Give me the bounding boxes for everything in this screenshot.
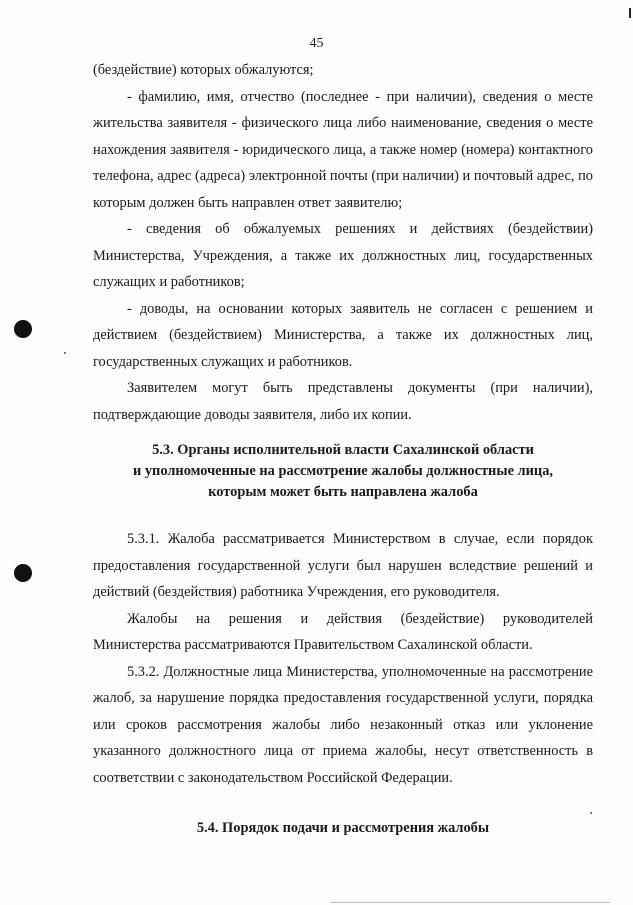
heading-line: 5.4. Порядок подачи и рассмотрения жалобы	[196, 820, 490, 836]
heading-line: и уполномоченные на рассмотрение жалобы должностные лица,	[132, 463, 554, 479]
paragraph-arguments: - доводы, на основании которых заявитель не согласен с решением и действием (бездействием) Министерства, а также их должностных лиц, государственных служащих и работников.	[93, 300, 593, 370]
body-text-block-2	[93, 526, 593, 791]
paragraph-applicant-details: - фамилию, имя, отчество (последнее - при наличии), сведения о месте жительства заявителя - физического лица либо наименование, сведения о месте нахождения заявителя - юридического лица, а также номер (номера) контактного телефона, адрес (адреса) электронной почты (при наличии) и почтовый адрес, по которым должен быть направлен ответ заявителю;	[93, 88, 593, 211]
paragraph-continuation: (бездействие) которых обжалуются;	[93, 62, 314, 78]
body-text-block-1	[93, 57, 593, 428]
paragraph-5-3-2: 5.3.2. Должностные лица Министерства, уполномоченные на рассмотрение жалоб, за нарушение порядка предоставления государственной услуги, порядка или сроков рассмотрения жалобы либо незаконный отказ или уклонение указанного должностного лица от приема жалобы, несут ответственность в соответствии с законодательством Российской Федерации.	[93, 663, 593, 786]
paragraph-appealed-decisions: - сведения об обжалуемых решениях и действиях (бездействии) Министерства, Учреждения, а также их должностных лиц, государственных служащих и работников;	[93, 221, 593, 290]
page-number: 45	[309, 36, 324, 51]
scan-speck	[64, 352, 66, 354]
heading-line: которым может быть направлена жалоба	[208, 484, 478, 500]
punch-hole-bottom	[14, 564, 32, 582]
section-heading-5-3	[93, 440, 593, 503]
scan-speck	[590, 812, 592, 814]
heading-line: 5.3. Органы исполнительной власти Сахалинской области	[152, 442, 534, 458]
scan-edge-mark	[629, 8, 631, 18]
paragraph-government-review: Жалобы на решения и действия (бездействие) руководителей Министерства рассматриваются Правительством Сахалинской области.	[93, 610, 593, 653]
scan-bottom-line	[330, 902, 610, 903]
punch-hole-top	[14, 320, 32, 338]
paragraph-documents: Заявителем могут быть представлены документы (при наличии), подтверждающие доводы заявителя, либо их копии.	[93, 380, 593, 423]
paragraph-5-3-1: 5.3.1. Жалоба рассматривается Министерством в случае, если порядок предоставления государственной услуги был нарушен вследствие решений и действий (бездействия) работника Учреждения, его руководителя.	[93, 531, 593, 600]
section-heading-5-4	[93, 818, 593, 839]
